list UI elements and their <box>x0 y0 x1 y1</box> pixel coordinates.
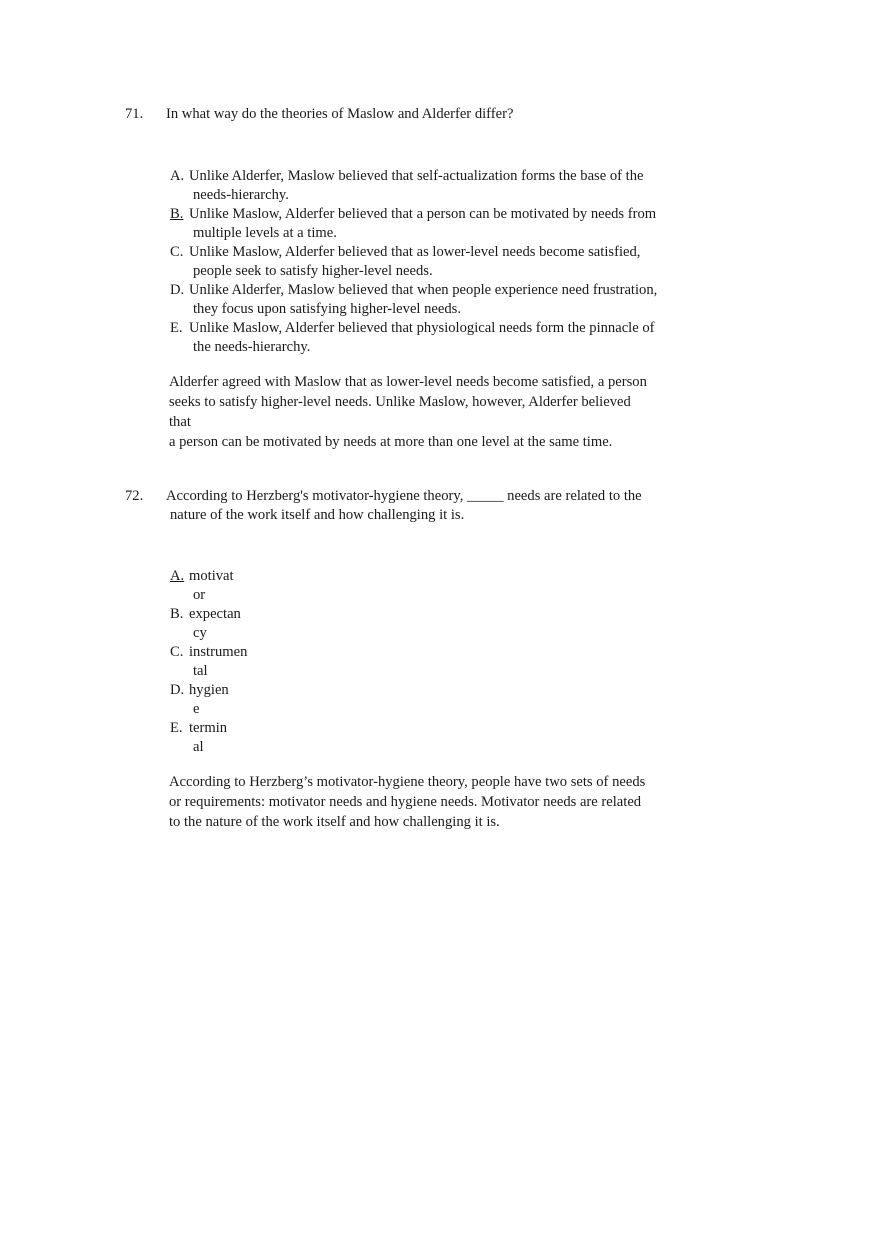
choice-text-line2: tal <box>193 663 208 679</box>
question-stem-line1: According to Herzberg's motivator-hygiene theory, _____ needs are related to the <box>166 488 642 504</box>
choice-letter-correct: A. <box>170 568 185 584</box>
choice-text-line1: Unlike Maslow, Alderfer believed that physiological needs form the pinnacle of <box>189 320 655 336</box>
choice-d[interactable] <box>170 281 660 319</box>
choice-e[interactable] <box>170 719 263 757</box>
choice-c[interactable] <box>170 643 263 681</box>
choice-letter: B. <box>170 606 184 622</box>
answer-choices-71 <box>170 167 660 357</box>
choice-text-line1: Unlike Alderfer, Maslow believed that when people experience need frustration, <box>189 282 658 298</box>
question-number: 72. <box>125 488 144 504</box>
choice-text-line1: termin <box>189 720 228 736</box>
choice-letter: A. <box>170 168 185 184</box>
explanation-line: According to Herzberg’s motivator-hygiene theory, people have two sets of needs <box>169 774 646 790</box>
choice-text-line2: multiple levels at a time. <box>193 225 337 241</box>
choice-e[interactable] <box>170 319 660 357</box>
explanation-71 <box>169 372 654 452</box>
choice-letter-correct: B. <box>170 206 184 222</box>
question-number: 71. <box>125 106 144 122</box>
choice-text-line2: al <box>193 739 204 755</box>
choice-a[interactable] <box>170 167 660 205</box>
choice-text-line1: instrumen <box>189 644 248 660</box>
choice-text-line1: Unlike Maslow, Alderfer believed that as lower-level needs become satisfied, <box>189 244 641 260</box>
question-stem-line2: nature of the work itself and how challenging it is. <box>170 507 465 523</box>
choice-text-line2: cy <box>193 625 207 641</box>
choice-text-line1: motivat <box>189 568 234 584</box>
question-stem <box>166 487 646 525</box>
explanation-72 <box>169 772 654 832</box>
choice-letter: D. <box>170 282 185 298</box>
choice-a[interactable] <box>170 567 263 605</box>
choice-text-line2: e <box>193 701 200 717</box>
answer-choices-72 <box>170 567 660 757</box>
choice-text-line1: expectan <box>189 606 241 622</box>
choice-text-line1: Unlike Maslow, Alderfer believed that a person can be motivated by needs from <box>189 206 657 222</box>
choice-letter: C. <box>170 244 184 260</box>
choice-letter: E. <box>170 720 183 736</box>
choice-d[interactable] <box>170 681 263 719</box>
choice-text-line2: needs-hierarchy. <box>193 187 289 203</box>
explanation-line: or requirements: motivator needs and hygiene needs. Motivator needs are related <box>169 794 642 810</box>
choice-text-line2: or <box>193 587 206 603</box>
choice-b[interactable] <box>170 205 660 243</box>
explanation-line: to the nature of the work itself and how challenging it is. <box>169 814 500 830</box>
choice-text-line2: people seek to satisfy higher-level needs. <box>193 263 433 279</box>
explanation-line: seeks to satisfy higher-level needs. Unlike Maslow, however, Alderfer believed that <box>169 394 631 430</box>
choice-text-line2: the needs-hierarchy. <box>193 339 311 355</box>
choice-text-line1: hygien <box>189 682 229 698</box>
choice-letter: E. <box>170 320 183 336</box>
choice-b[interactable] <box>170 605 263 643</box>
choice-letter: C. <box>170 644 184 660</box>
choice-letter: D. <box>170 682 185 698</box>
question-stem: In what way do the theories of Maslow and Alderfer differ? <box>166 106 514 122</box>
explanation-line: a person can be motivated by needs at more than one level at the same time. <box>169 434 613 450</box>
choice-text-line1: Unlike Alderfer, Maslow believed that self-actualization forms the base of the <box>189 168 644 184</box>
choice-text-line2: they focus upon satisfying higher-level needs. <box>193 301 462 317</box>
explanation-line: Alderfer agreed with Maslow that as lower-level needs become satisfied, a person <box>169 374 647 390</box>
choice-c[interactable] <box>170 243 660 281</box>
